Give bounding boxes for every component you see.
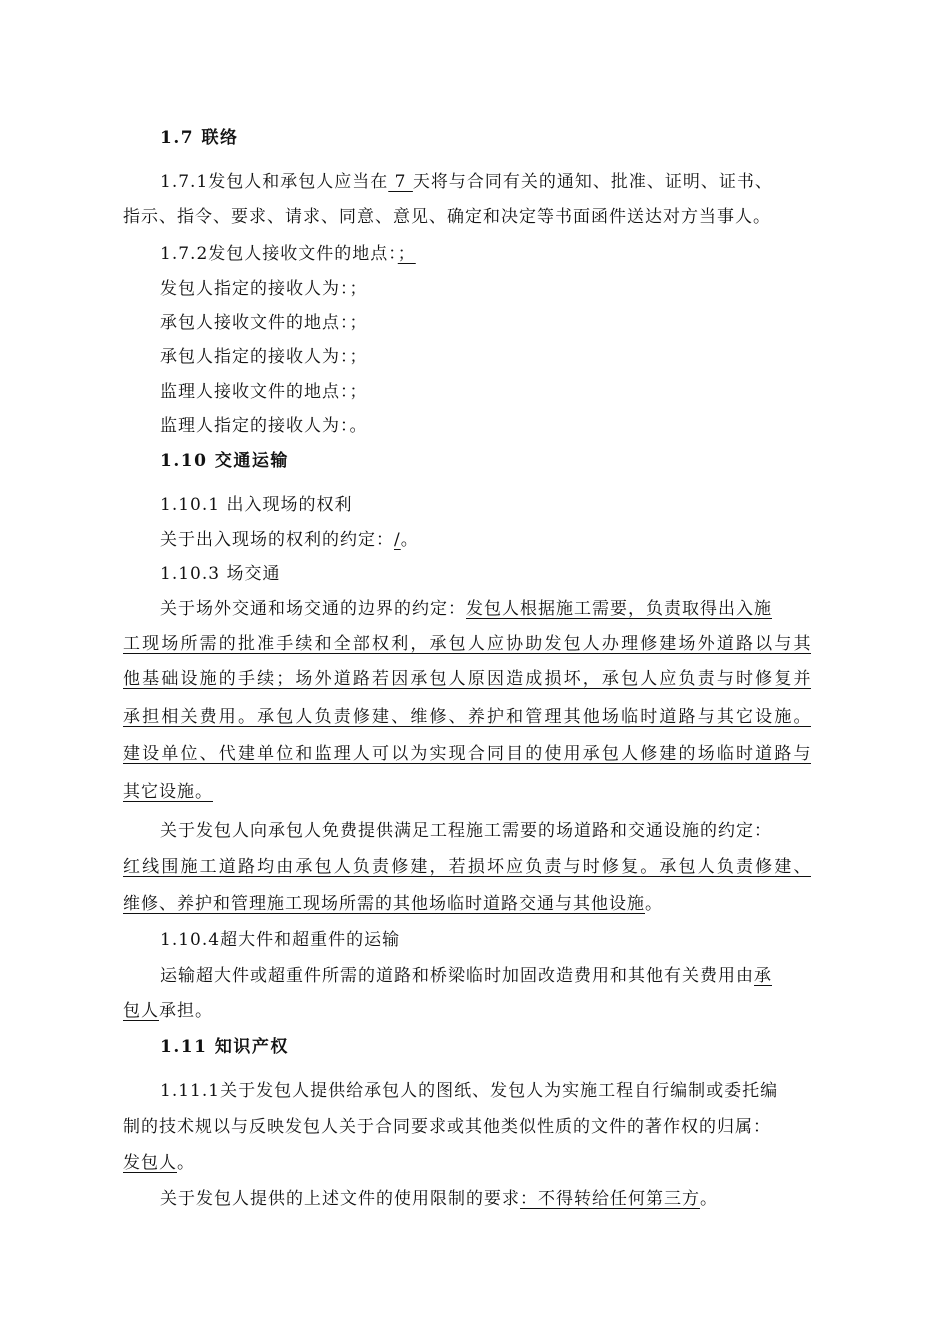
clause-1-7-2-label: 1.7.2发包人接收文件的地点： (160, 244, 398, 264)
clause-1-10-4-suffix: 承担。 (159, 1001, 213, 1021)
clause-1-7-2 (160, 243, 416, 265)
clause-1-10-1-prefix: 关于出入现场的权利的约定： (160, 530, 394, 550)
clause-1-11-1-end: 。 (177, 1153, 195, 1173)
usage-prefix: 关于发包人提供的上述文件的使用限制的要求 (160, 1189, 520, 1209)
receiver-item: 监理人接收文件的地点：； (160, 382, 368, 402)
clause-1-11-1-line2: 制的技术规以与反映发包人关于合同要求或其他类似性质的文件的著作权的归属： (123, 1117, 771, 1137)
clause-1-10-3-p2-line3 (123, 893, 663, 915)
clause-1-10-1-suffix: 。 (400, 530, 419, 550)
clause-1-10-3-p2-line3-value: 维修、养护和管理施工现场所需的其他场临时道路交通与其他设施 (123, 894, 645, 914)
usage-restriction-value: ：不得转给任何第三方 (520, 1189, 700, 1209)
clause-1-11-usage (160, 1188, 718, 1210)
clause-1-10-3-title: 1.10.3 场交通 (160, 564, 281, 584)
clause-1-10-3-p1-value: 发包人根据施工需要，负责取得出入施 (466, 599, 772, 619)
clause-1-10-3-p1-line1 (160, 598, 772, 620)
clause-1-10-4-line1 (160, 965, 772, 987)
clause-1-10-4-line2 (123, 1000, 213, 1022)
clause-1-10-3-p1-line: 工现场所需的批准手续和全部权利，承包人应协助发包人办理修建场外道路以与其 (123, 634, 811, 654)
clause-1-10-1-title: 1.10.1 出入现场的权利 (160, 495, 353, 515)
section-heading-1-10: 1.10 交通运输 (160, 451, 289, 471)
clause-1-7-2-value: ； (397, 244, 416, 264)
clause-1-7-1-suffix: 天将与合同有关的通知、批准、证明、证书、 (412, 172, 773, 192)
clause-1-10-1-value: / (394, 530, 401, 550)
clause-1-10-3-p2-line3-end: 。 (645, 894, 663, 914)
section-heading-1-11: 1.11 知识产权 (160, 1037, 289, 1057)
receiver-item: 承包人接收文件的地点：； (160, 313, 368, 333)
clause-1-10-3-p1-line: 他基础设施的手续；场外道路若因承包人原因造成损坏，承包人应负责与时修复并 (123, 669, 811, 689)
clause-1-10-3-p1-prefix: 关于场外交通和场交通的边界的约定： (160, 599, 466, 619)
clause-1-10-3-p1-last: 其它设施。 (123, 782, 213, 802)
clause-1-10-4-prefix: 运输超大件或超重件所需的道路和桥梁临时加固改造费用和其他有关费用由 (160, 966, 754, 986)
usage-end: 。 (700, 1189, 718, 1209)
clause-1-10-4-title: 1.10.4超大件和超重件的运输 (160, 930, 401, 950)
clause-1-10-3-p1-line: 建设单位、代建单位和监理人可以为实现合同目的使用承包人修建的场临时道路与 (123, 744, 811, 764)
receiver-item: 承包人指定的接收人为：； (160, 347, 368, 367)
clause-1-7-1-line2: 指示、指令、要求、请求、同意、意见、确定和决定等书面函件送达对方当事人。 (123, 207, 771, 227)
receiver-item: 发包人指定的接收人为：； (160, 279, 368, 299)
receiver-item: 监理人指定的接收人为：。 (160, 416, 368, 436)
clause-1-11-1-line1: 1.11.1关于发包人提供给承包人的图纸、发包人为实施工程自行编制或委托编 (160, 1081, 779, 1101)
notice-days-value: 7 (388, 172, 413, 192)
clause-1-11-1-line3 (123, 1152, 195, 1174)
clause-1-7-1-line1 (160, 171, 773, 193)
clause-1-7-1-prefix: 1.7.1发包人和承包人应当在 (160, 172, 389, 192)
clause-1-10-1-text (160, 529, 419, 551)
clause-1-10-3-p2-line1: 关于发包人向承包人免费提供满足工程施工需要的场道路和交通设施的约定： (160, 821, 772, 841)
clause-1-10-3-p1-line: 承担相关费用。承包人负责修建、维修、养护和管理其他场临时道路与其它设施。 (123, 707, 811, 727)
section-heading-1-7: 1.7 联络 (160, 128, 239, 148)
clause-1-10-4-value-part1: 承 (754, 966, 772, 986)
clause-1-10-4-value-part2: 包人 (123, 1001, 159, 1021)
clause-1-10-3-p2-line2: 红线围施工道路均由承包人负责修建，若损坏应负责与时修复。承包人负责修建、 (123, 857, 811, 877)
copyright-owner-value: 发包人 (123, 1153, 177, 1173)
